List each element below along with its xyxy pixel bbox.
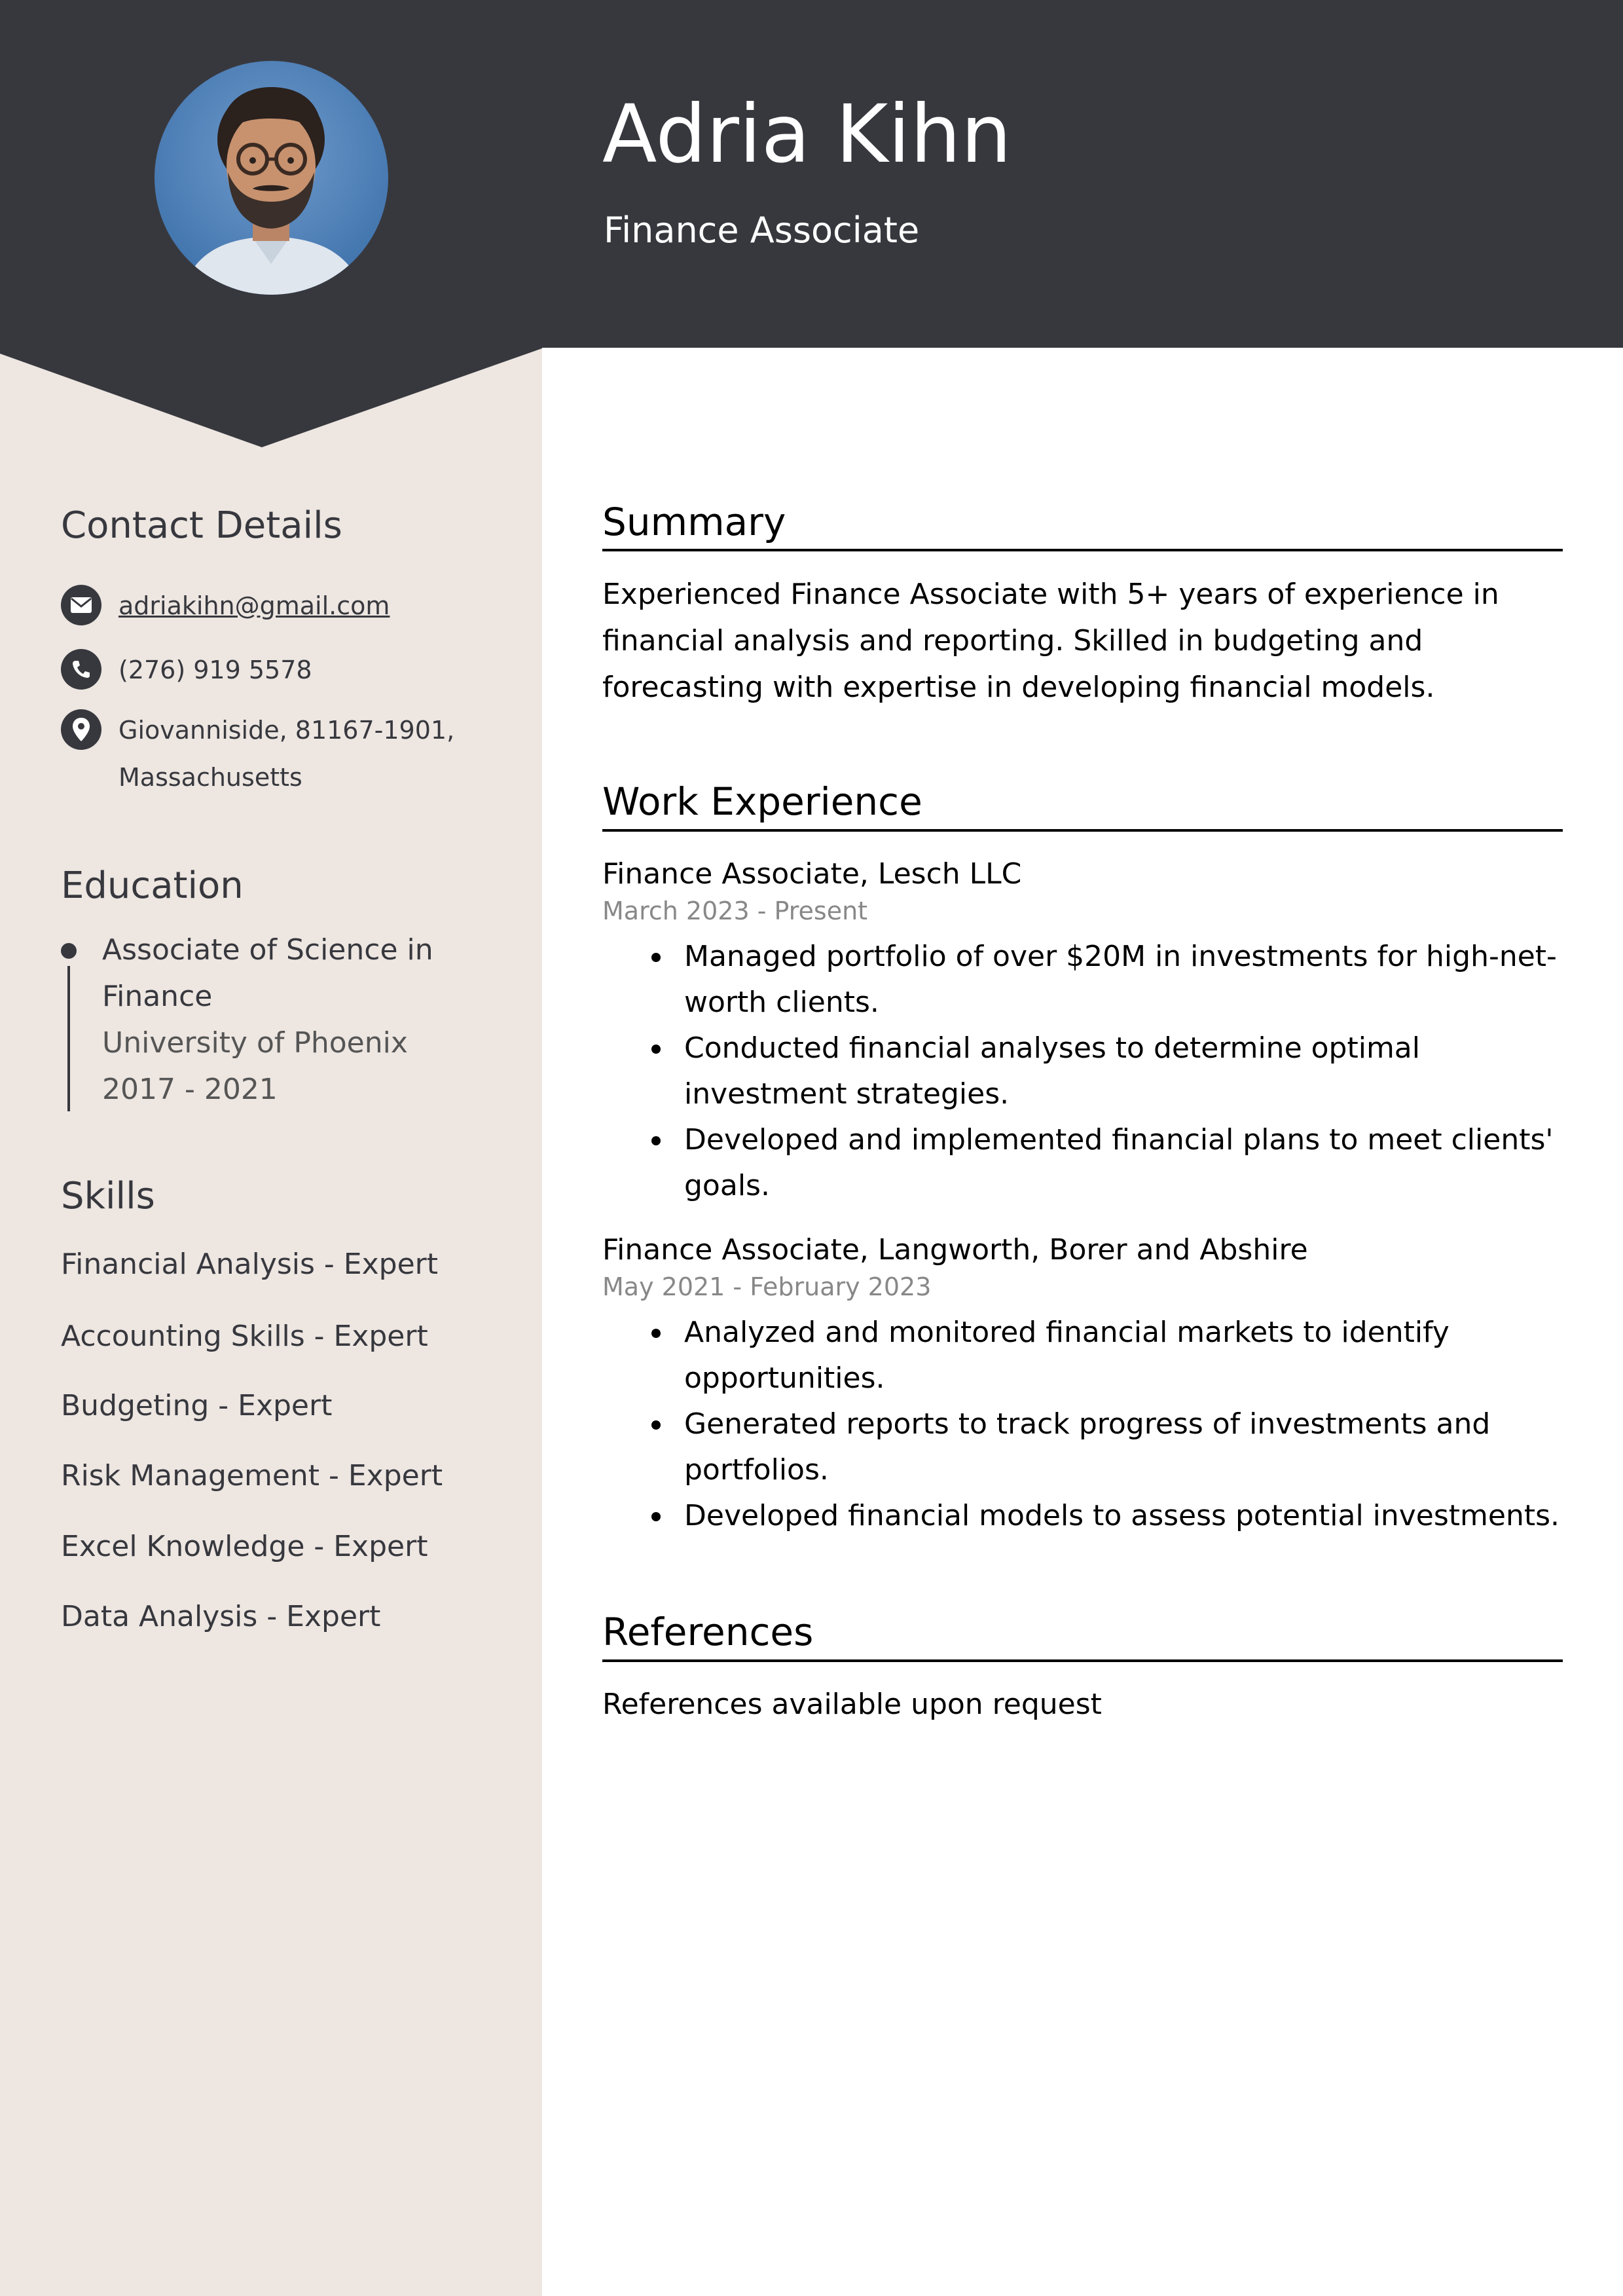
education-years: 2017 - 2021 (102, 1073, 278, 1106)
job-bullet: Managed portfolio of over $20M in investments for high-net-worth clients. (602, 934, 1571, 1026)
map-pin-icon (61, 709, 101, 750)
skill-item: Data Analysis - Expert (61, 1600, 381, 1633)
job-dates: March 2023 - Present (602, 897, 868, 925)
summary-heading: Summary (602, 500, 786, 544)
references-divider (602, 1659, 1563, 1662)
job-bullet: Analyzed and monitored financial markets to identify opportunities. (602, 1310, 1571, 1401)
skill-item: Accounting Skills - Expert (61, 1320, 428, 1353)
job-bullet: Developed and implemented financial plans to meet clients' goals. (602, 1117, 1571, 1209)
summary-text: Experienced Finance Associate with 5+ years of experience in financial analysis and reporting. Skilled in budgeting and forecasting with expertise in developing financial models. (602, 578, 1499, 704)
summary-divider (602, 549, 1563, 551)
candidate-name: Adria Kihn (602, 88, 1012, 181)
job-title: Finance Associate, Langworth, Borer and Abshire (602, 1233, 1308, 1267)
address-line-1: Giovanniside, 81167-1901, (119, 716, 455, 745)
education-heading: Education (61, 864, 244, 907)
email-link[interactable]: adriakihn@gmail.com (119, 591, 390, 620)
candidate-job-title: Finance Associate (604, 210, 920, 251)
skill-item: Excel Knowledge - Expert (61, 1530, 428, 1563)
skill-item: Financial Analysis - Expert (61, 1248, 438, 1281)
profile-photo (155, 61, 388, 295)
references-text: References available upon request (602, 1688, 1102, 1721)
degree-line-1: Associate of Science in (102, 933, 433, 967)
experience-heading: Work Experience (602, 779, 922, 824)
phone-icon (61, 649, 101, 690)
experience-divider (602, 829, 1563, 832)
phone-number: (276) 919 5578 (119, 656, 312, 684)
skill-item: Budgeting - Expert (61, 1389, 333, 1422)
job-bullet: Generated reports to track progress of investments and portfolios. (602, 1401, 1571, 1493)
contact-address-row (61, 707, 538, 801)
job-title: Finance Associate, Lesch LLC (602, 857, 1022, 891)
contact-heading: Contact Details (61, 504, 342, 547)
degree-line-2: Finance (102, 980, 213, 1013)
job-bullet: Developed financial models to assess potential investments. (602, 1493, 1571, 1539)
job-dates: May 2021 - February 2023 (602, 1272, 932, 1301)
skills-heading: Skills (61, 1175, 155, 1217)
education-degree (102, 927, 508, 1020)
skill-item: Risk Management - Expert (61, 1459, 443, 1492)
job-bullet: Conducted financial analyses to determine optimal investment strategies. (602, 1026, 1571, 1117)
contact-phone-row (61, 646, 538, 694)
timeline-line (67, 966, 70, 1111)
timeline-dot (61, 943, 77, 959)
job-bullets (602, 1310, 1571, 1539)
header-chevron (0, 347, 542, 448)
education-entry (61, 927, 519, 1110)
references-heading: References (602, 1610, 814, 1654)
address (119, 707, 538, 801)
contact-email-row (61, 582, 538, 629)
job-bullets (602, 934, 1571, 1209)
education-school: University of Phoenix (102, 1026, 408, 1060)
envelope-icon (61, 585, 101, 625)
address-line-2: Massachusetts (119, 763, 302, 792)
